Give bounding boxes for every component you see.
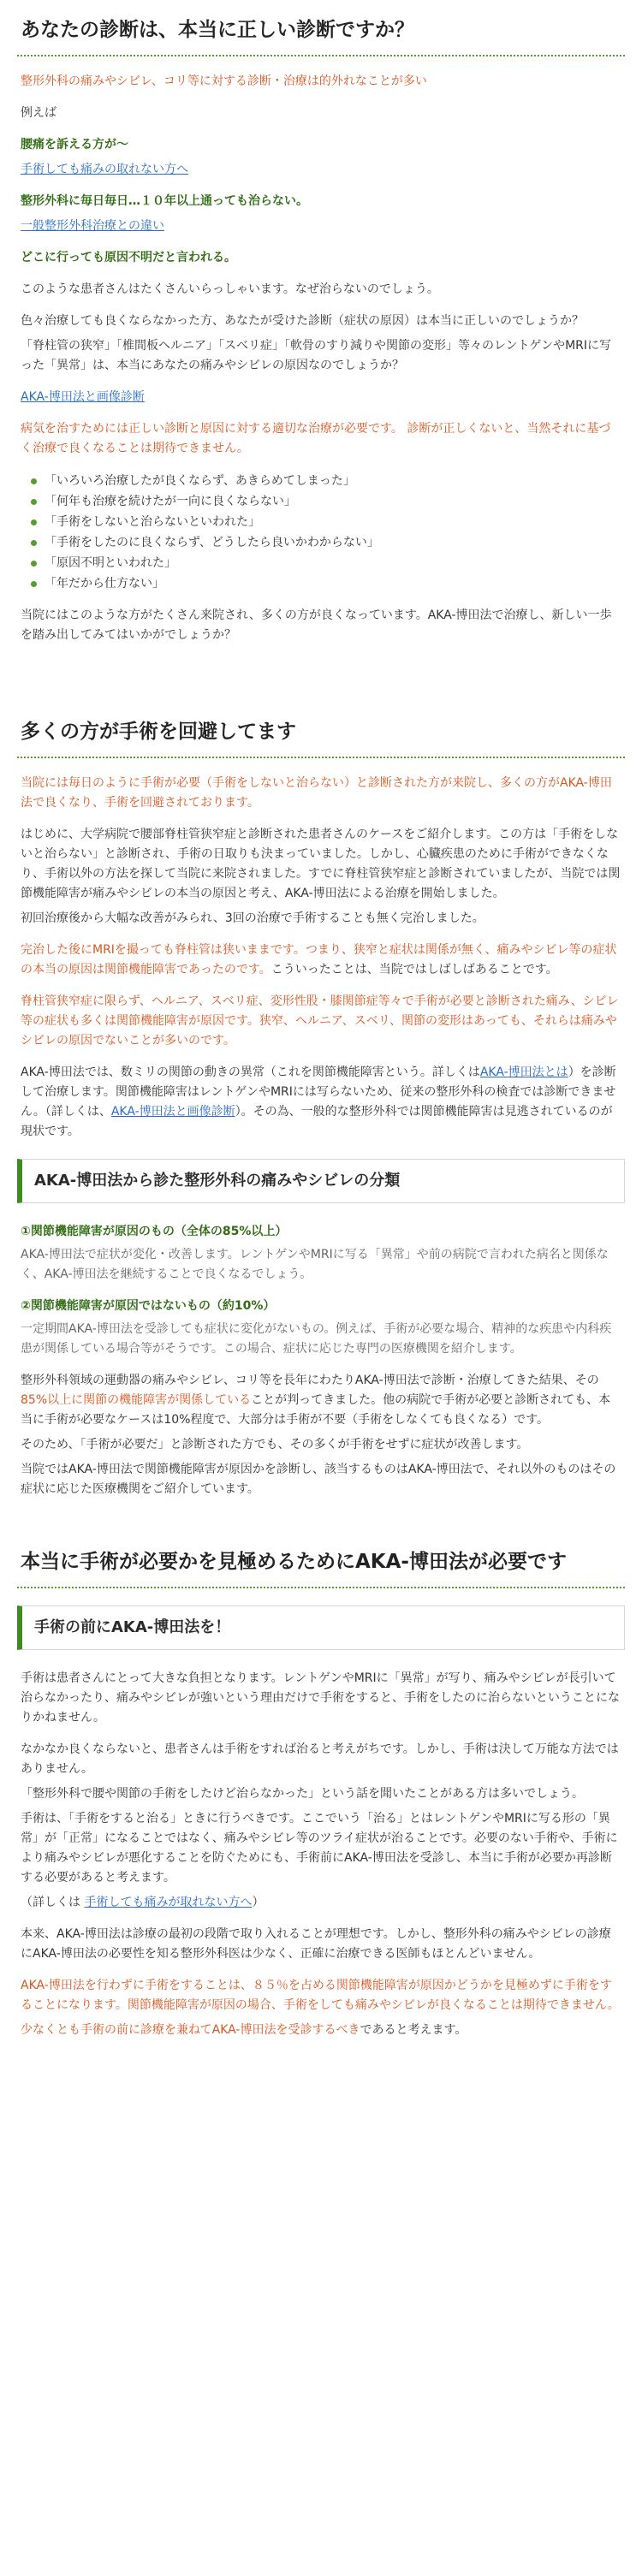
- paragraph: 手術は患者さんにとって大きな負担となります。レントゲンやMRIに「異常」が写り、痛みやシビレが長引いて治らなかったり、痛みやシビレが強いという理由だけで手術をすると、手術をしたのに治らないということになりかねません。: [21, 1671, 620, 1724]
- list-item: 「原因不明といわれた」: [27, 553, 621, 573]
- box-heading: 手術の前にAKA-博田法を！: [17, 1606, 625, 1650]
- paragraph: なかなか良くならないと、患者さんは手術をすれば治ると考えがちです。しかし、手術は決して万能な方法ではありません。: [21, 1742, 619, 1776]
- example-label: 例えば: [21, 106, 56, 120]
- paragraph: AKA-博田法では、数ミリの関節の動きの異常（これを関節機能障害という。詳しくはAKA-博田法とは）を診断して治療します。関節機能障害はレントゲンやMRIには写らないため、従来の整形外科の検査では診断できません。（詳しくは、AKA-博田法と画像診断）。その為、一般的な整形外科では関節機能障害は見逃されているのが現状です。: [21, 1065, 616, 1138]
- paragraph: （詳しくは 手術しても痛みが取れない方へ）: [21, 1896, 265, 1909]
- section-before-surgery: [17, 1532, 625, 2040]
- bullet-icon: [31, 561, 37, 567]
- case-heading: 整形外科に毎日毎日…１０年以上通っても治らない。: [21, 194, 308, 208]
- section-classification: [17, 1159, 625, 1499]
- paragraph: 「整形外科で腰や関節の手術をしたけど治らなかった」という話を聞いたことがある方は多いでしょう。: [21, 1787, 584, 1801]
- category-heading: ②関節機能障害が原因ではないもの（約10%）: [21, 1299, 276, 1313]
- lead-text: 整形外科の痛みやシビレ、コリ等に対する診断・治療は的外れなことが多い: [21, 74, 427, 88]
- lead-text: 当院には毎日のように手術が必要（手術をしないと治らない）と診断された方が来院し、多くの方がAKA-博田法で良くなり、手術を回避されております。: [21, 776, 612, 810]
- surgery-no-relief-link[interactable]: 手術しても痛みの取れない方へ: [21, 163, 188, 176]
- section-title: 多くの方が手術を回避してます: [17, 702, 625, 758]
- closing-text: 当院にはこのような方がたくさん来院され、多くの方が良くなっています。AKA-博田法で治療し、新しい一歩を踏み出してみてはいかがでしょうか？: [21, 608, 612, 642]
- paragraph: 少なくとも手術の前に診療を兼ねてAKA-博田法を受診するべきであると考えます。: [21, 2023, 467, 2037]
- aka-imaging-link[interactable]: AKA-博田法と画像診断: [110, 1105, 235, 1119]
- category-body: AKA-博田法で症状が変化・改善します。レントゲンやMRIに写る「異常」や前の病院で言われた病名と関係なく、AKA-博田法を継続することで良くなるでしょう。: [21, 1248, 609, 1281]
- warning-text: 脊柱管狭窄症に限らず、ヘルニア、スベリ症、変形性股・膝関節症等々で手術が必要と診断された痛み、シビレ等の症状も多くは関節機能障害が原因です。狭窄、ヘルニア、スベリ、関節の変形はあっても、それらは痛みやシビレの原因でないことが多いのです。: [21, 994, 619, 1048]
- symptom-list: [27, 471, 621, 594]
- case-heading: どこに行っても原因不明だと言われる。: [21, 251, 236, 264]
- section-title: 本当に手術が必要かを見極めるためにAKA-博田法が必要です: [17, 1532, 625, 1588]
- warning-text: AKA-博田法を行わずに手術をすることは、８５％を占める関節機能障害が原因かどうかを見極めずに手術をすることになります。関節機能障害が原因の場合、手術をしても痛みやシビレが良くなることは期待できません。: [21, 1979, 620, 2012]
- surgery-no-relief-link[interactable]: 手術しても痛みが取れない方へ: [84, 1896, 253, 1909]
- paragraph: 初回治療後から大幅な改善がみられ、3回の治療で手術することも無く完治しました。: [21, 911, 484, 925]
- about-aka-link[interactable]: AKA-博田法とは: [479, 1065, 568, 1079]
- case-heading: 腰痛を訴える方が〜: [21, 138, 128, 151]
- list-item: 「いろいろ治療したが良くならず、あきらめてしまった」: [27, 471, 621, 491]
- spacer: [17, 657, 625, 702]
- bullet-icon: [31, 519, 37, 525]
- section-diagnosis: [17, 0, 625, 645]
- warning-text: 病気を治すためには正しい診断と原因に対する適切な治療が必要です。 診断が正しくないと、当然それに基づく治療で良くなることは期待できません。: [21, 422, 611, 455]
- aka-imaging-link[interactable]: AKA-博田法と画像診断: [21, 390, 145, 404]
- bullet-icon: [31, 499, 37, 505]
- paragraph: 当院ではAKA-博田法で関節機能障害が原因かを診断し、該当するものはAKA-博田法で、それ以外のものはその症状に応じた医療機関をご紹介しています。: [21, 1463, 616, 1496]
- list-item: 「何年も治療を続けたが一向に良くならない」: [27, 491, 621, 512]
- paragraph: はじめに、大学病院で腰部脊柱管狭窄症と診断された患者さんのケースをご紹介します。この方は「手術をしないと治らない」と診断され、手術の日取りも決まっていました。しかし、心臓疾患のために手術ができなくなり、手術以外の方法を探して当院に来院されました。すでに脊柱管狭窄症と診断されていましたが、当院では関節機能障害が痛みやシビレの本当の原因と考え、AKA-博田法による治療を開始しました。: [21, 828, 621, 900]
- category-heading: ①関節機能障害が原因のもの（全体の85%以上）: [21, 1225, 288, 1238]
- category-body: 一定期間AKA-博田法を受診しても症状に変化がないもの。例えば、手術が必要な場合、精神的な疾患や内科疾患が関係している場合等がそうです。この場合、症状に応じた専門の医療機関を紹介します。: [21, 1322, 612, 1356]
- bullet-icon: [31, 478, 37, 484]
- paragraph: そのため、「手術が必要だ」と診断された方でも、その多くが手術をせずに症状が改善します。: [21, 1438, 529, 1451]
- paragraph: 本来、AKA-博田法は診療の最初の段階で取り入れることが理想です。しかし、整形外科の痛みやシビレの診療にAKA-博田法の必要性を知る整形外科医は少なく、正確に治療できる医師もほとんどいません。: [21, 1927, 611, 1961]
- section-title: あなたの診断は、本当に正しい診断ですか？: [17, 0, 625, 56]
- paragraph: 整形外科領域の運動器の痛みやシビレ、コリ等を長年にわたりAKA-博田法で診断・治療してきた結果、その85%以上に関節の機能障害が関係していることが判ってきました。他の病院で手術が必要と診断されても、本当に手術が必要なケースは10%程度で、大部分は手術が不要（手術をしなくても良くなる）です。: [21, 1374, 611, 1427]
- section-avoid-surgery: [17, 702, 625, 1142]
- general-treatment-difference-link[interactable]: 一般整形外科治療との違い: [21, 219, 164, 233]
- list-item: 「年だから仕方ない」: [27, 573, 621, 594]
- box-heading: AKA-博田法から診た整形外科の痛みやシビレの分類: [17, 1159, 625, 1203]
- list-item: 「手術をしたのに良くならず、どうしたら良いかわからない」: [27, 532, 621, 553]
- bullet-icon: [31, 581, 37, 587]
- paragraph: 色々治療しても良くならなかった方、あなたが受けた診断（症状の原因）は本当に正しいのでしょうか？: [21, 314, 584, 328]
- list-item: 「手術をしないと治らないといわれた」: [27, 512, 621, 532]
- paragraph: 完治した後にMRIを撮っても脊柱管は狭いままです。つまり、狭窄と症状は関係が無く、痛みやシビレ等の症状の本当の原因は関節機能障害であったのです。こういったことは、当院ではしばしばあることです。: [21, 943, 617, 976]
- paragraph: 手術は、「手術をすると治る」ときに行うべきです。ここでいう「治る」とはレントゲンやMRIに写る形の「異常」が「正常」になることではなく、痛みやシビレ等のツライ症状が治ることです。必要のない手術や、手術により痛みやシビレが悪化することを防ぐためにも、手術前にAKA-博田法を受診し、本当に手術が必要か再診断する必要があると考えます。: [21, 1812, 618, 1885]
- spacer: [17, 1511, 625, 1532]
- paragraph: このような患者さんはたくさんいらっしゃいます。なぜ治らないのでしょう。: [21, 282, 439, 296]
- paragraph: 「脊柱管の狭窄」「椎間板ヘルニア」「スベリ症」「軟骨のすり減りや関節の変形」等々のレントゲンやMRIに写った「異常」は、本当にあなたの痛みやシビレの原因なのでしょうか？: [21, 339, 612, 372]
- bullet-icon: [31, 540, 37, 546]
